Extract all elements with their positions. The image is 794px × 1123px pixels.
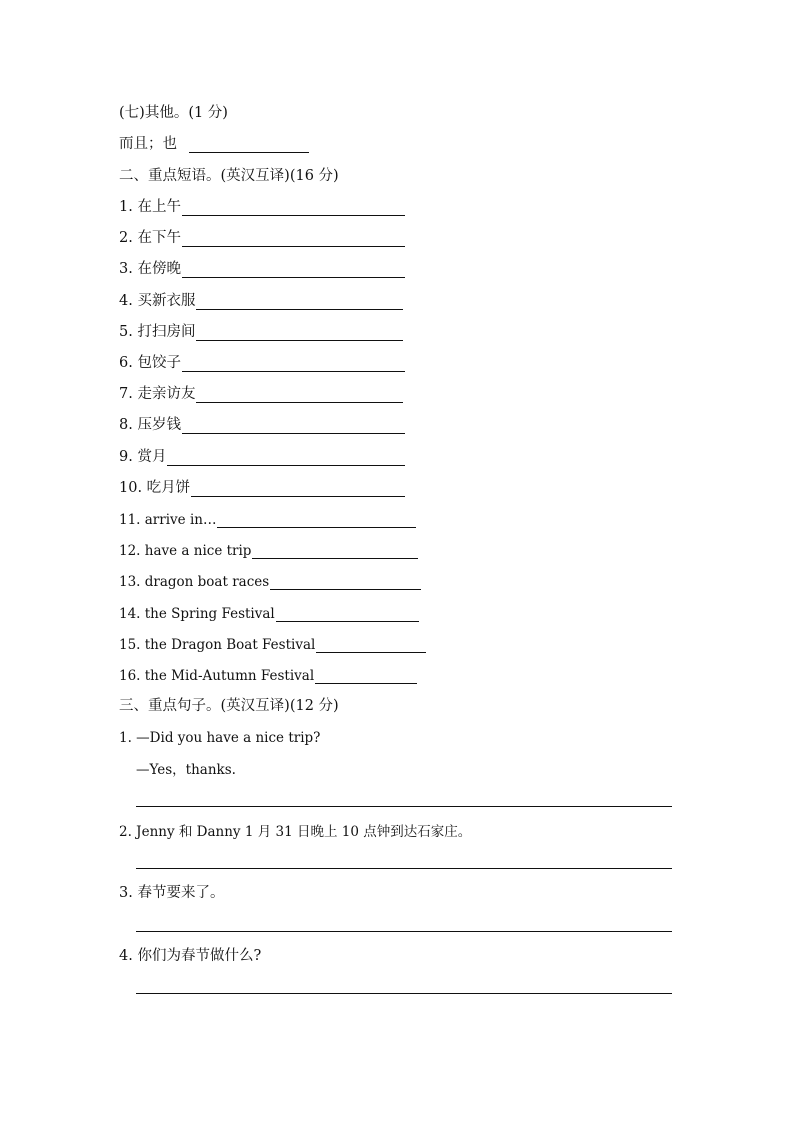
answer-line[interactable] bbox=[136, 931, 672, 932]
sentence-text: 4. 你们为春节做什么? bbox=[119, 948, 262, 964]
answer-blank[interactable] bbox=[167, 449, 405, 466]
phrase-item-11 bbox=[119, 506, 416, 528]
answer-blank[interactable] bbox=[182, 261, 405, 278]
phrase-text: 13. dragon boat races bbox=[119, 574, 270, 590]
phrase-text: 16. the Mid-Autumn Festival bbox=[119, 668, 315, 684]
phrase-text: 10. 吃月饼 bbox=[119, 480, 191, 496]
answer-line[interactable] bbox=[136, 806, 672, 807]
sentence-text: 2. Jenny 和 Danny 1 月 31 日晚上 10 点钟到达石家庄。 bbox=[119, 824, 472, 840]
phrase-item-13 bbox=[119, 568, 421, 590]
sentence-text: 3. 春节要来了。 bbox=[119, 885, 225, 901]
sentence-2-prompt bbox=[119, 818, 471, 840]
answer-blank[interactable] bbox=[316, 636, 426, 653]
phrase-text: 14. the Spring Festival bbox=[119, 606, 275, 622]
answer-blank[interactable] bbox=[217, 511, 416, 528]
phrase-text: 1. 在上午 bbox=[119, 199, 181, 215]
sentence-1-reply bbox=[136, 756, 236, 778]
answer-blank[interactable] bbox=[270, 573, 421, 590]
phrase-text: 15. the Dragon Boat Festival bbox=[119, 637, 316, 653]
phrase-item-4 bbox=[119, 288, 403, 310]
answer-blank[interactable] bbox=[182, 417, 405, 434]
section-2-heading bbox=[119, 163, 339, 185]
sentence-text: 1. —Did you have a nice trip? bbox=[119, 730, 321, 746]
answer-blank[interactable] bbox=[196, 386, 403, 403]
answer-blank[interactable] bbox=[196, 293, 403, 310]
section-7-heading-text: (七)其他。(1 分) bbox=[119, 105, 228, 121]
answer-blank[interactable] bbox=[189, 136, 309, 153]
phrase-text: 4. 买新衣服 bbox=[119, 293, 196, 309]
section-7-heading bbox=[119, 100, 228, 122]
sentence-4-prompt bbox=[119, 943, 261, 965]
section-7-item-text: 而且；也 bbox=[119, 136, 177, 152]
phrase-item-16 bbox=[119, 662, 417, 684]
phrase-item-7 bbox=[119, 381, 403, 403]
section-7-item bbox=[119, 131, 309, 153]
phrase-text: 2. 在下午 bbox=[119, 230, 181, 246]
answer-blank[interactable] bbox=[315, 667, 417, 684]
sentence-text: —Yes，thanks. bbox=[136, 762, 236, 778]
phrase-item-8 bbox=[119, 412, 405, 434]
phrase-item-3 bbox=[119, 256, 405, 278]
answer-blank[interactable] bbox=[182, 355, 405, 372]
phrase-item-5 bbox=[119, 319, 403, 341]
phrase-text: 5. 打扫房间 bbox=[119, 324, 196, 340]
phrase-item-14 bbox=[119, 600, 419, 622]
phrase-item-1 bbox=[119, 194, 405, 216]
phrase-item-6 bbox=[119, 350, 405, 372]
phrase-text: 6. 包饺子 bbox=[119, 355, 181, 371]
phrase-text: 11. arrive in… bbox=[119, 512, 217, 528]
phrase-text: 8. 压岁钱 bbox=[119, 417, 181, 433]
answer-line[interactable] bbox=[136, 868, 672, 869]
sentence-1-prompt bbox=[119, 724, 320, 746]
answer-blank[interactable] bbox=[276, 605, 419, 622]
section-3-heading bbox=[119, 693, 339, 715]
phrase-item-15 bbox=[119, 631, 426, 653]
answer-blank[interactable] bbox=[252, 542, 418, 559]
answer-blank[interactable] bbox=[191, 480, 405, 497]
phrase-item-12 bbox=[119, 537, 418, 559]
phrase-text: 7. 走亲访友 bbox=[119, 386, 196, 402]
phrase-item-2 bbox=[119, 225, 405, 247]
section-2-heading-text: 二、重点短语。(英汉互译)(16 分) bbox=[119, 168, 339, 184]
phrase-text: 12. have a nice trip bbox=[119, 543, 252, 559]
section-3-heading-text: 三、重点句子。(英汉互译)(12 分) bbox=[119, 698, 339, 714]
phrase-text: 3. 在傍晚 bbox=[119, 261, 181, 277]
answer-blank[interactable] bbox=[196, 324, 403, 341]
answer-line[interactable] bbox=[136, 993, 672, 994]
answer-blank[interactable] bbox=[182, 230, 405, 247]
phrase-text: 9. 赏月 bbox=[119, 449, 167, 465]
answer-blank[interactable] bbox=[182, 199, 405, 216]
phrase-item-10 bbox=[119, 475, 405, 497]
sentence-3-prompt bbox=[119, 880, 224, 902]
phrase-item-9 bbox=[119, 444, 405, 466]
